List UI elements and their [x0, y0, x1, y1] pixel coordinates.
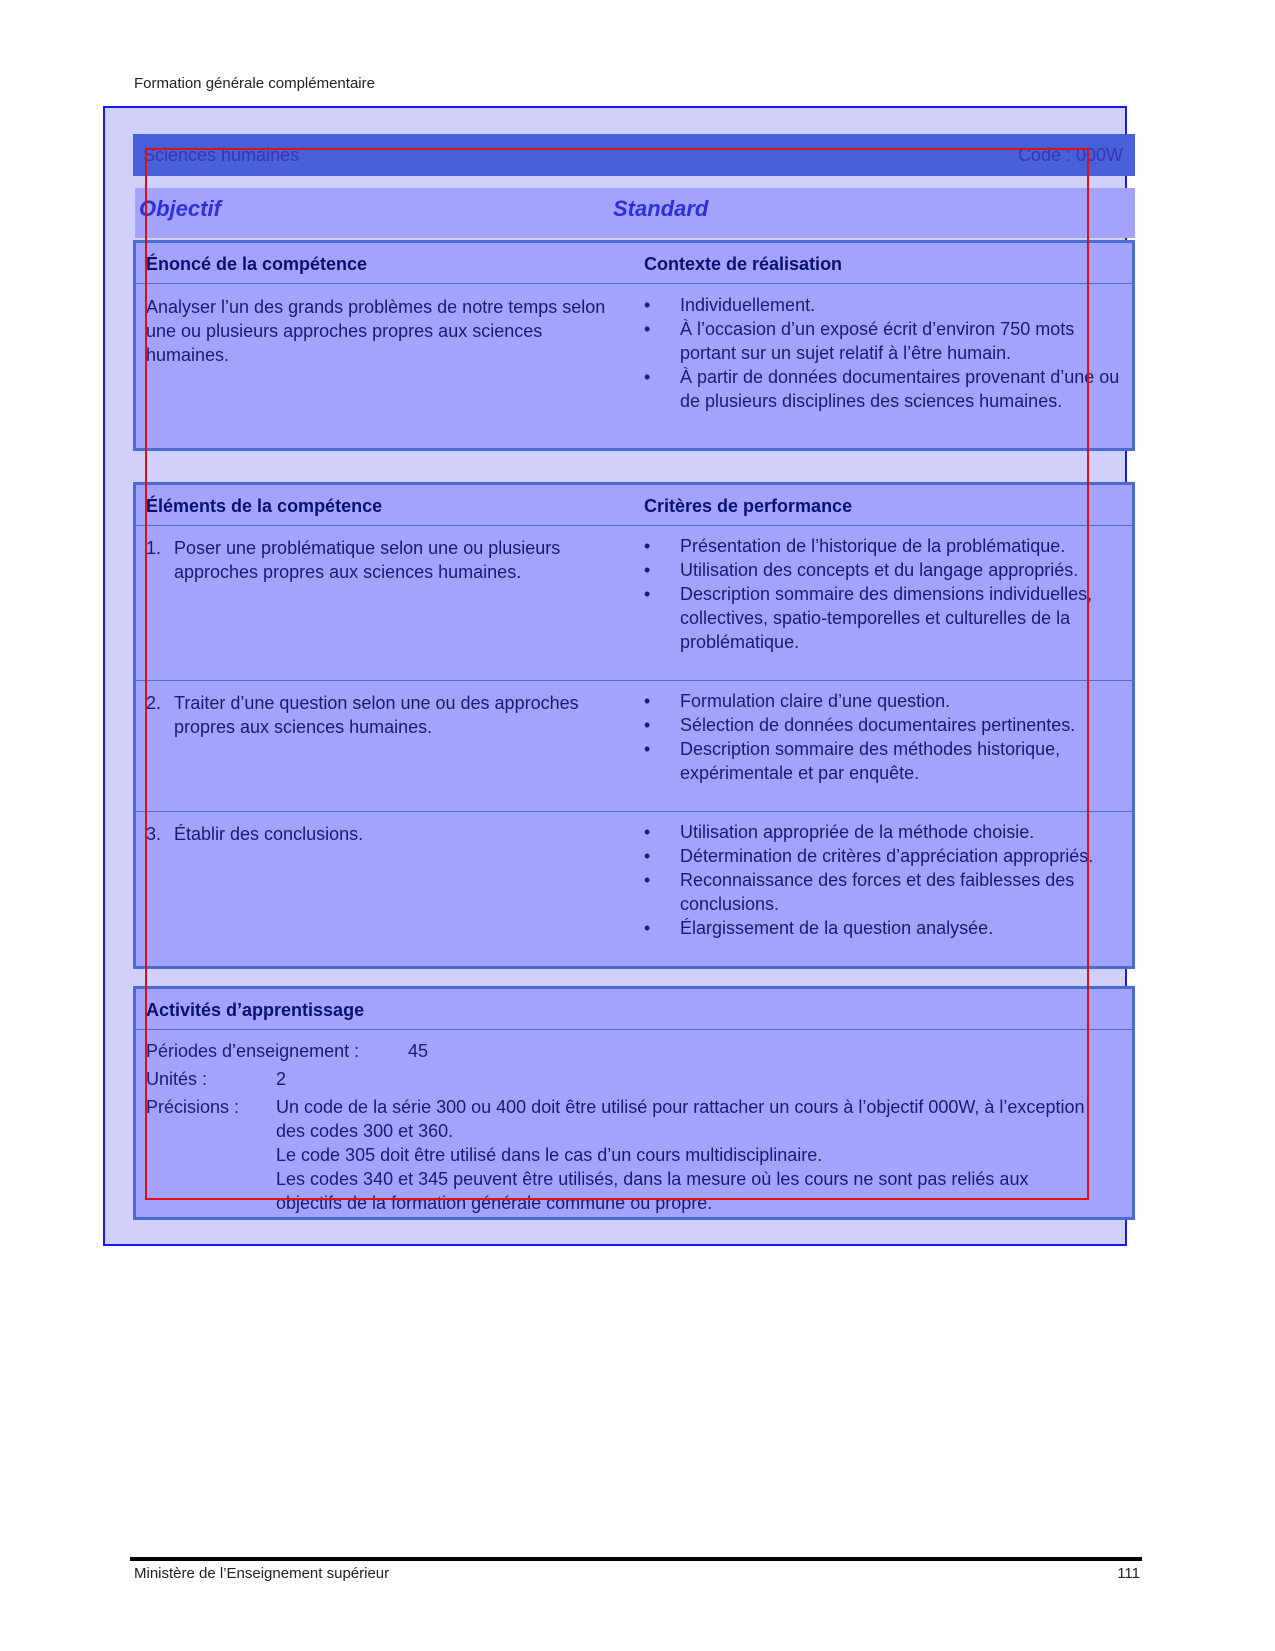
criteria-list	[644, 534, 1120, 654]
criterion-item: • Description sommaire des méthodes historique, expérimentale et par enquête.	[644, 739, 1061, 783]
standard-heading: Standard	[613, 196, 709, 221]
units-line	[146, 1067, 1106, 1095]
precision-paragraph: Les codes 340 et 345 peuvent être utilisés, dans la mesure où les cours ne sont pas reliés aux objectifs de la formation générale commune ou propre.	[276, 1169, 1029, 1213]
running-header: Formation générale complémentaire	[134, 75, 375, 92]
criterion-item: • Description sommaire des dimensions individuelles, collectives, spatio-temporelles et culturelles de la problématique.	[644, 584, 1093, 652]
context-list	[644, 293, 1120, 413]
activities-header	[136, 989, 1132, 1030]
element-row	[136, 812, 1132, 966]
page-number: 111	[1117, 1565, 1140, 1582]
criterion-item: • Utilisation appropriée de la méthode choisie.	[644, 822, 1035, 842]
precisions-text	[276, 1095, 1086, 1215]
context-item: • À partir de données documentaires provenant d’une ou de plusieurs disciplines des sciences humaines.	[644, 367, 1120, 411]
element-text: 1. Poser une problématique selon une ou plusieurs approches propres aux sciences humaines.	[146, 538, 561, 582]
criterion-item: • Reconnaissance des forces et des faiblesses des conclusions.	[644, 870, 1075, 914]
context-item: • Individuellement.	[644, 295, 816, 315]
periods-value: 45	[408, 1041, 429, 1061]
criterion-item: • Élargissement de la question analysée.	[644, 918, 994, 938]
precisions-line	[146, 1095, 1106, 1213]
units-value: 2	[276, 1069, 287, 1089]
discipline-code: Code : 000W	[1017, 145, 1123, 165]
criterion-item: • Présentation de l’historique de la problématique.	[644, 536, 1066, 556]
element-row	[136, 526, 1132, 681]
activities-section	[133, 986, 1135, 1220]
context-heading: Contexte de réalisation	[644, 254, 843, 274]
precision-paragraph: Un code de la série 300 ou 400 doit être utilisé pour rattacher un cours à l’objectif 000W, à l’exception des codes 300 et 360.	[276, 1097, 1085, 1141]
footer-ministry: Ministère de l’Enseignement supérieur	[134, 1565, 390, 1582]
objective-header	[135, 188, 1135, 238]
element-text: 2. Traiter d’une question selon une ou des approches propres aux sciences humaines.	[146, 693, 579, 737]
precisions-label: Précisions :	[146, 1097, 240, 1117]
precision-paragraph: Le code 305 doit être utilisé dans le cas d’un cours multidisciplinaire.	[276, 1145, 823, 1165]
criterion-item: • Utilisation des concepts et du langage appropriés.	[644, 560, 1079, 580]
footer-rule	[130, 1557, 1142, 1561]
criterion-item: • Détermination de critères d’appréciation appropriés.	[644, 846, 1094, 866]
criteria-heading: Critères de performance	[644, 496, 853, 516]
elements-header	[136, 485, 1132, 526]
elements-heading: Éléments de la compétence	[146, 496, 383, 516]
criterion-item: • Formulation claire d’une question.	[644, 691, 951, 711]
units-label: Unités :	[146, 1069, 208, 1089]
criteria-list	[644, 820, 1120, 940]
objectif-heading: Objectif	[139, 196, 221, 221]
activities-heading: Activités d’apprentissage	[146, 1000, 365, 1020]
competence-header	[136, 243, 1132, 284]
elements-section	[133, 482, 1135, 969]
discipline-band	[133, 134, 1135, 176]
activities-body	[146, 1039, 1106, 1213]
periods-label: Périodes d’enseignement :	[146, 1041, 360, 1061]
criterion-item: • Sélection de données documentaires pertinentes.	[644, 715, 1076, 735]
competence-heading: Énoncé de la compétence	[146, 254, 368, 274]
competence-section	[133, 240, 1135, 451]
element-text: 3. Établir des conclusions.	[146, 824, 364, 844]
element-row	[136, 681, 1132, 812]
criteria-list	[644, 689, 1120, 785]
discipline-title: Sciences humaines	[143, 145, 300, 165]
context-item: • À l’occasion d’un exposé écrit d’environ 750 mots portant sur un sujet relatif à l’être humain.	[644, 319, 1075, 363]
competence-statement: Analyser l’un des grands problèmes de notre temps selon une ou plusieurs approches propres aux sciences humaines.	[146, 297, 606, 365]
periods-line	[146, 1039, 1106, 1067]
